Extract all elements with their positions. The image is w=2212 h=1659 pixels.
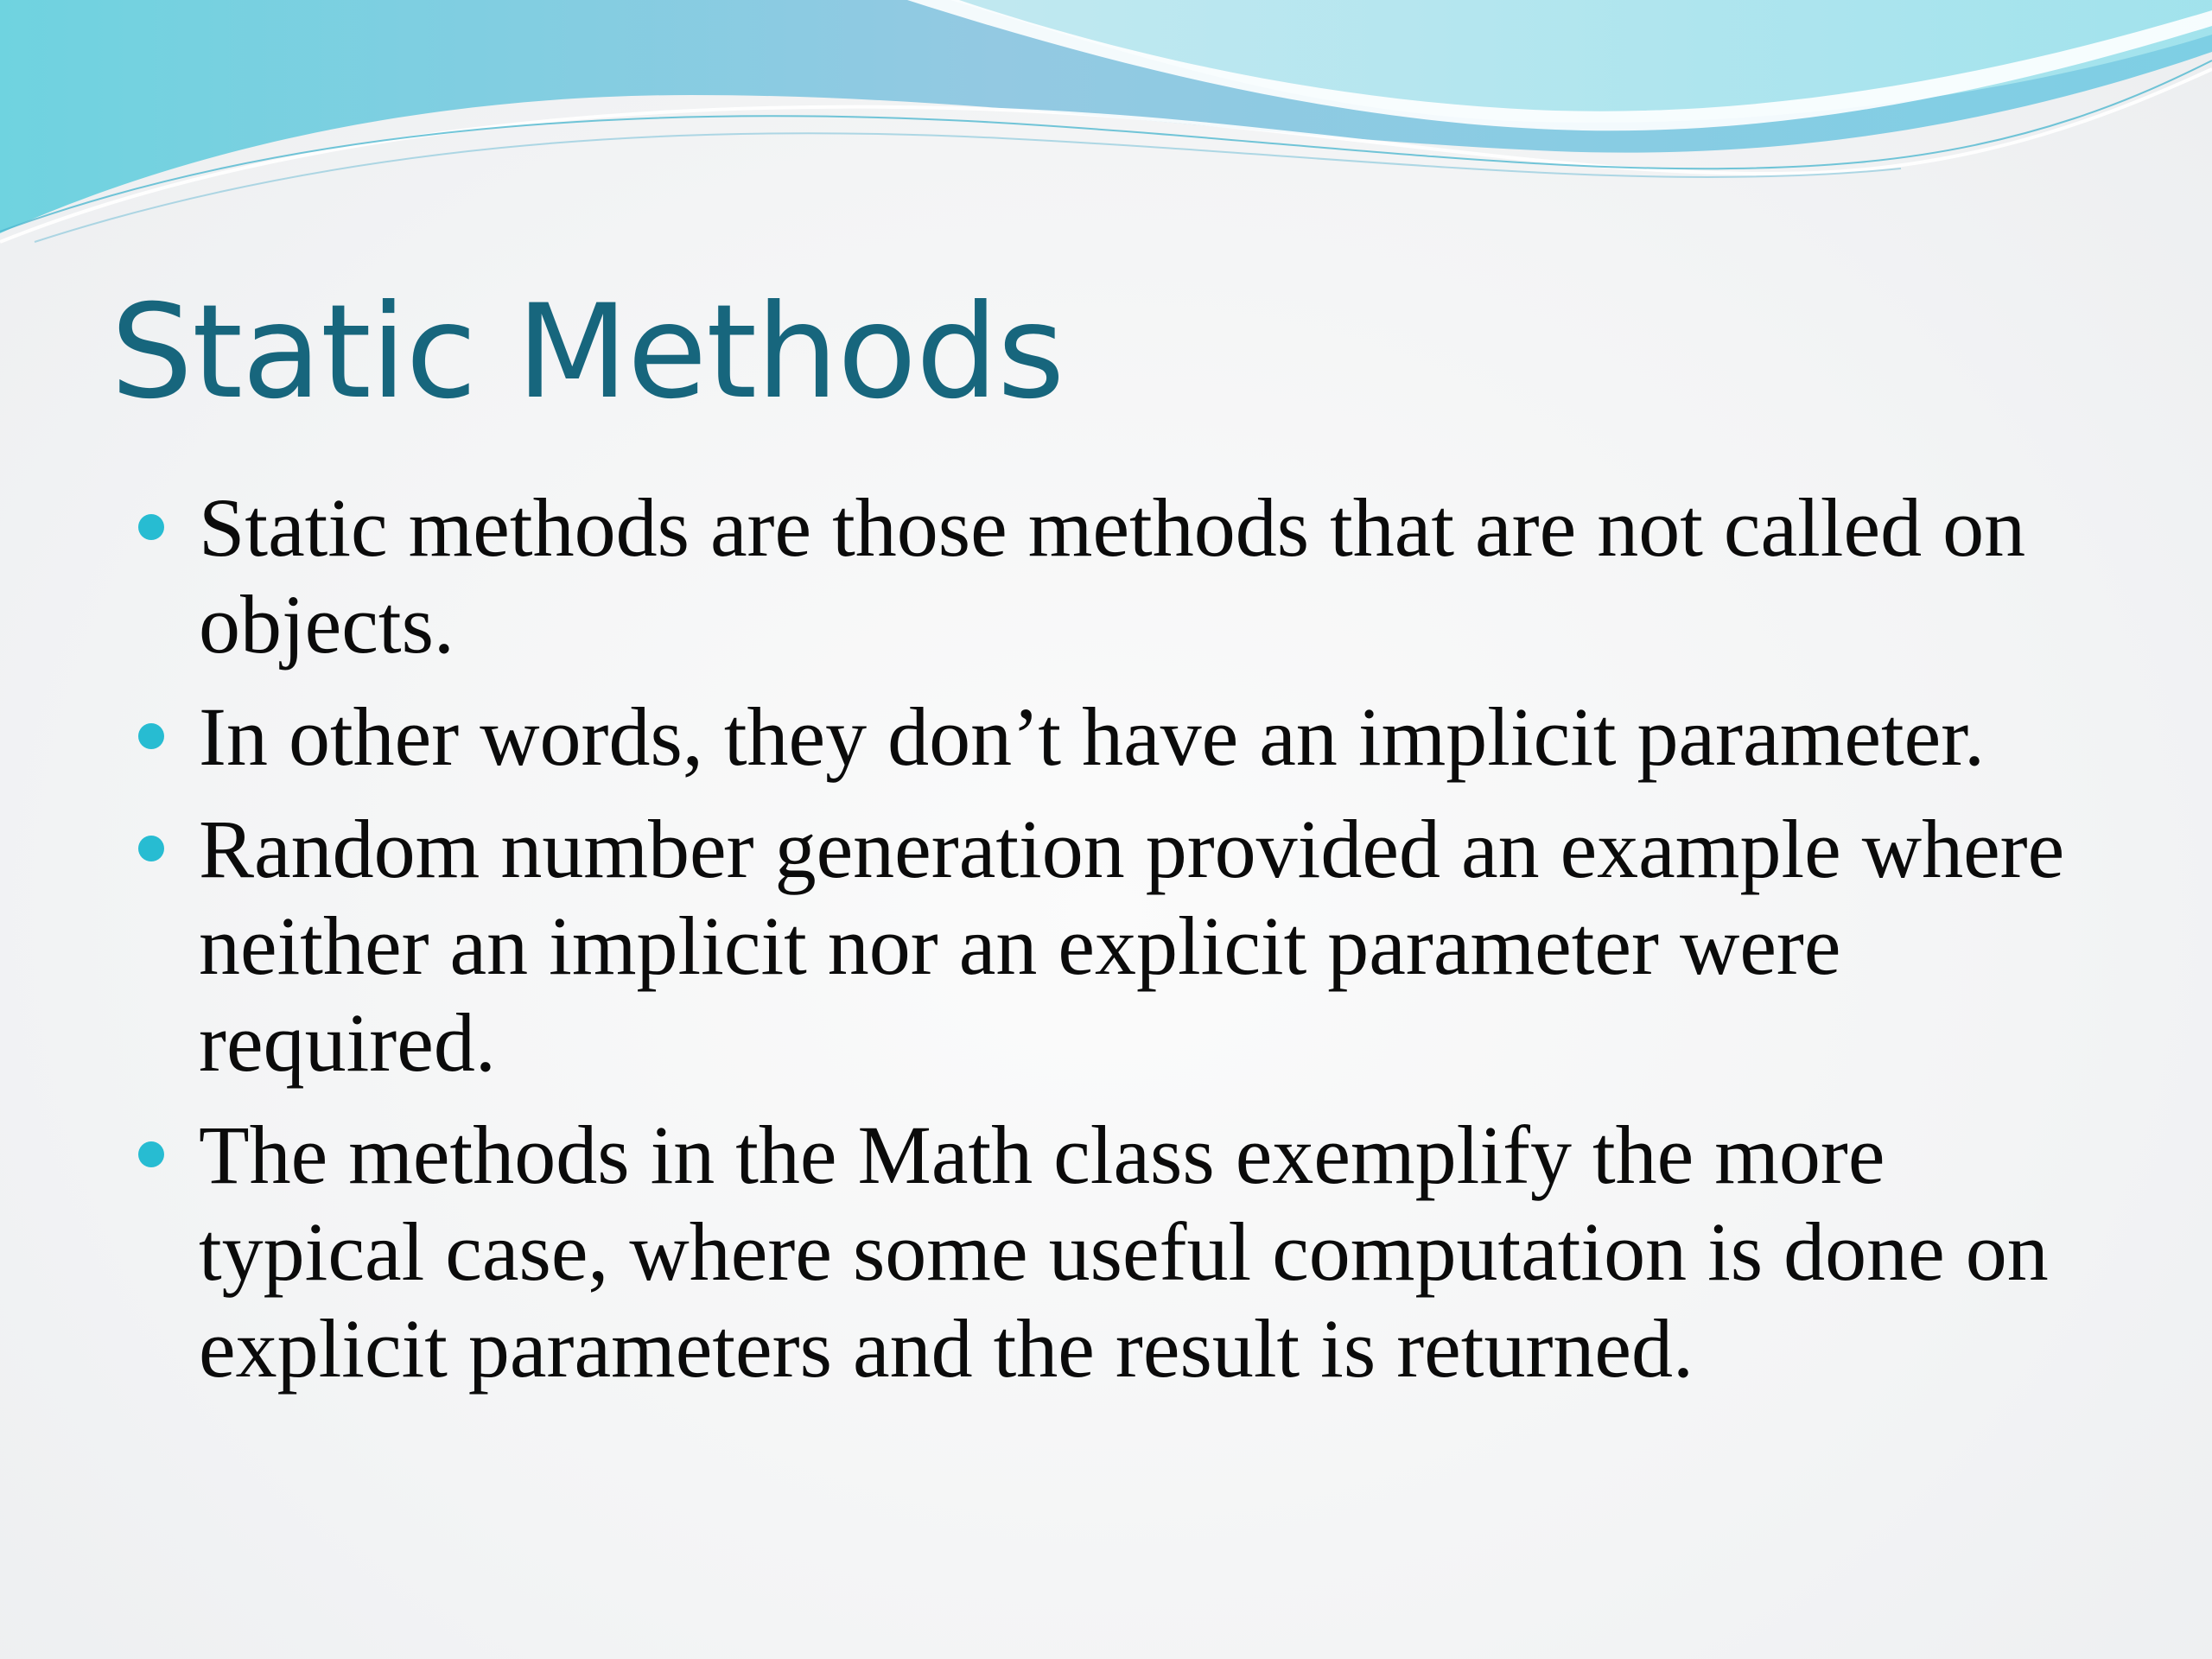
bullet-icon xyxy=(138,514,164,540)
bullet-item xyxy=(199,1107,2082,1397)
bullet-icon xyxy=(138,723,164,749)
bullet-item xyxy=(199,480,2082,673)
bullet-text: In other words, they don’t have an implicit parameter. xyxy=(199,690,1985,783)
bullet-item xyxy=(199,801,2082,1091)
bullet-text: Static methods are those methods that are not called on objects. xyxy=(199,481,2026,671)
bullet-list xyxy=(199,480,2082,1413)
slide-title: Static Methods xyxy=(111,277,1065,428)
bullet-text: Random number generation provided an example where neither an implicit nor an explicit parameter were required. xyxy=(199,803,2065,1089)
bullet-item xyxy=(199,689,2082,785)
bullet-icon xyxy=(138,1141,164,1167)
bullet-text: The methods in the Math class exemplify the more typical case, where some useful computation is done on explicit parameters and the result is returned. xyxy=(199,1109,2049,1395)
bullet-icon xyxy=(138,836,164,861)
wave-banner-decoration xyxy=(0,0,2212,259)
